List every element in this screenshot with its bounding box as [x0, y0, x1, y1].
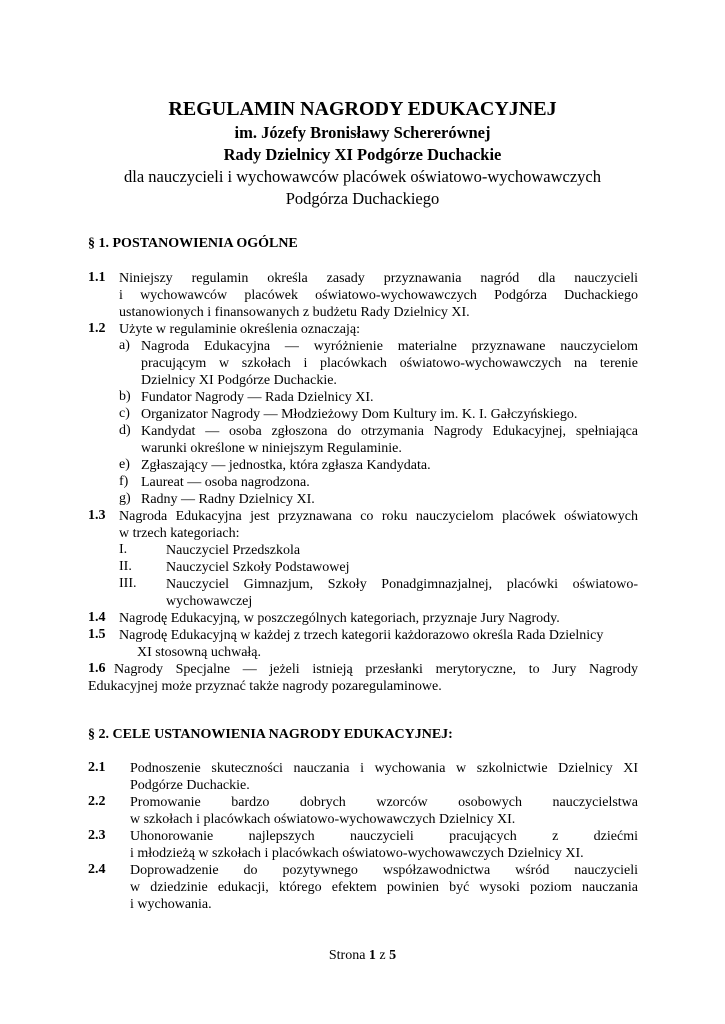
list-item-line: pracującym w szkołach i placówkach oświatowo-wychowawczych na terenie: [141, 356, 638, 371]
paragraph-line: Podgórze Duchackie.: [130, 778, 250, 793]
paragraph-line: Promowanie bardzo dobrych wzorców osobowych nauczycielstwa: [130, 795, 638, 810]
paragraph-line: Uhonorowanie najlepszych nauczycieli pracujących z dziećmi: [130, 829, 638, 844]
paragraph-line: i wychowawców placówek oświatowo-wychowawczych Podgórza Duchackiego: [119, 288, 638, 303]
document-subtitle-council: Rady Dzielnicy XI Podgórze Duchackie: [223, 145, 502, 164]
page-footer: [0, 948, 725, 964]
list-item-line: Radny — Radny Dzielnicy XI.: [141, 492, 315, 507]
list-label: f): [119, 474, 129, 489]
paragraph-number: 2.1: [88, 760, 106, 775]
paragraph-number: 2.2: [88, 794, 106, 809]
paragraph-line: Nagrodę Edukacyjną w każdej z trzech kategorii każdorazowo określa Rada Dzielnicy: [119, 628, 604, 643]
paragraph-line: Niniejszy regulamin określa zasady przyznawania nagród dla nauczycieli: [119, 271, 638, 286]
footer-separator: z: [379, 948, 386, 963]
paragraph-line: Edukacyjnej może przyznać także nagrody pozaregulaminowe.: [88, 679, 442, 694]
paragraph-line: Nagrodę Edukacyjną, w poszczególnych kategoriach, przyznaje Jury Nagrody.: [119, 611, 560, 626]
paragraph-number: 1.2: [88, 321, 106, 336]
paragraph-line: ustanowionych i finansowanych z budżetu Rady Dzielnicy XI.: [119, 305, 470, 320]
footer-prefix: Strona: [328, 948, 366, 963]
list-item-line: warunki określone w niniejszym Regulaminie.: [141, 441, 402, 456]
category-label: I.: [119, 542, 128, 557]
list-item-line: Nagroda Edukacyjna — wyróżnienie materialne przyznawane nauczycielom: [141, 339, 638, 354]
paragraph-line: i młodzieżą w szkołach i placówkach oświatowo-wychowawczych Dzielnicy XI.: [130, 846, 584, 861]
list-item-line: Zgłaszający — jednostka, która zgłasza Kandydata.: [141, 458, 431, 473]
paragraph-line: i wychowania.: [130, 897, 212, 912]
category-label: III.: [119, 576, 137, 591]
paragraph-line: w trzech kategoriach:: [119, 526, 240, 541]
list-label: d): [119, 423, 131, 438]
category-line: Nauczyciel Przedszkola: [166, 543, 301, 558]
paragraph-number: 1.6: [88, 661, 106, 676]
paragraph-line: Nagrody Specjalne — jeżeli istnieją przesłanki merytoryczne, to Jury Nagrody: [114, 662, 638, 677]
list-label: c): [119, 406, 130, 421]
paragraph-number: 1.4: [88, 610, 106, 625]
list-label: a): [119, 338, 130, 353]
section-2-heading: § 2. CELE USTANOWIENIA NAGRODY EDUKACYJNEJ:: [88, 727, 453, 742]
footer-page-total: 5: [389, 948, 397, 963]
list-item-line: Kandydat — osoba zgłoszona do otrzymania Nagrody Edukacyjnej, spełniająca: [141, 424, 638, 439]
paragraph-line: w szkołach i placówkach oświatowo-wychowawczych Dzielnicy XI.: [130, 812, 516, 827]
category-line: Nauczyciel Gimnazjum, Szkoły Ponadgimnazjalnej, placówki oświatowo-: [166, 577, 638, 592]
paragraph-line: Użyte w regulaminie określenia oznaczają:: [119, 322, 360, 337]
paragraph-number: 2.3: [88, 828, 106, 843]
paragraph-line: Podnoszenie skuteczności nauczania i wychowania w szkolnictwie Dzielnicy XI: [130, 761, 638, 776]
paragraph-number: 1.1: [88, 270, 106, 285]
list-label: g): [119, 491, 131, 506]
category-line: wychowawczej: [166, 594, 253, 609]
list-label: b): [119, 389, 131, 404]
paragraph-line: Nagroda Edukacyjna jest przyznawana co roku nauczycielom placówek oświatowych: [119, 509, 638, 524]
paragraph-number: 1.3: [88, 508, 106, 523]
list-label: e): [119, 457, 130, 472]
paragraph-line: Doprowadzenie do pozytywnego współzawodnictwa wśród nauczycieli: [130, 863, 638, 878]
document-title: REGULAMIN NAGRODY EDUKACYJNEJ: [168, 98, 557, 120]
paragraph-number: 2.4: [88, 862, 106, 877]
footer-page-number: 1: [368, 948, 376, 963]
list-item-line: Organizator Nagrody — Młodzieżowy Dom Kultury im. K. I. Gałczyńskiego.: [141, 407, 578, 422]
category-line: Nauczyciel Szkoły Podstawowej: [166, 560, 350, 575]
document-subtitle-patron: im. Józefy Bronisławy Schererównej: [234, 123, 491, 142]
category-label: II.: [119, 559, 132, 574]
document-subtitle-audience: dla nauczycieli i wychowawców placówek oświatowo-wychowawczych: [124, 167, 601, 186]
paragraph-line: XI stosowną uchwałą.: [137, 645, 262, 660]
list-item-line: Laureat — osoba nagrodzona.: [141, 475, 310, 490]
paragraph-line: w dziedzinie edukacji, którego efektem powinien być wysoki poziom nauczania: [130, 880, 638, 895]
section-1-heading: § 1. POSTANOWIENIA OGÓLNE: [88, 236, 298, 251]
list-item-line: Fundator Nagrody — Rada Dzielnicy XI.: [141, 390, 374, 405]
document-subtitle-area: Podgórza Duchackiego: [285, 189, 440, 208]
paragraph-number: 1.5: [88, 627, 106, 642]
list-item-line: Dzielnicy XI Podgórze Duchackie.: [141, 373, 337, 388]
